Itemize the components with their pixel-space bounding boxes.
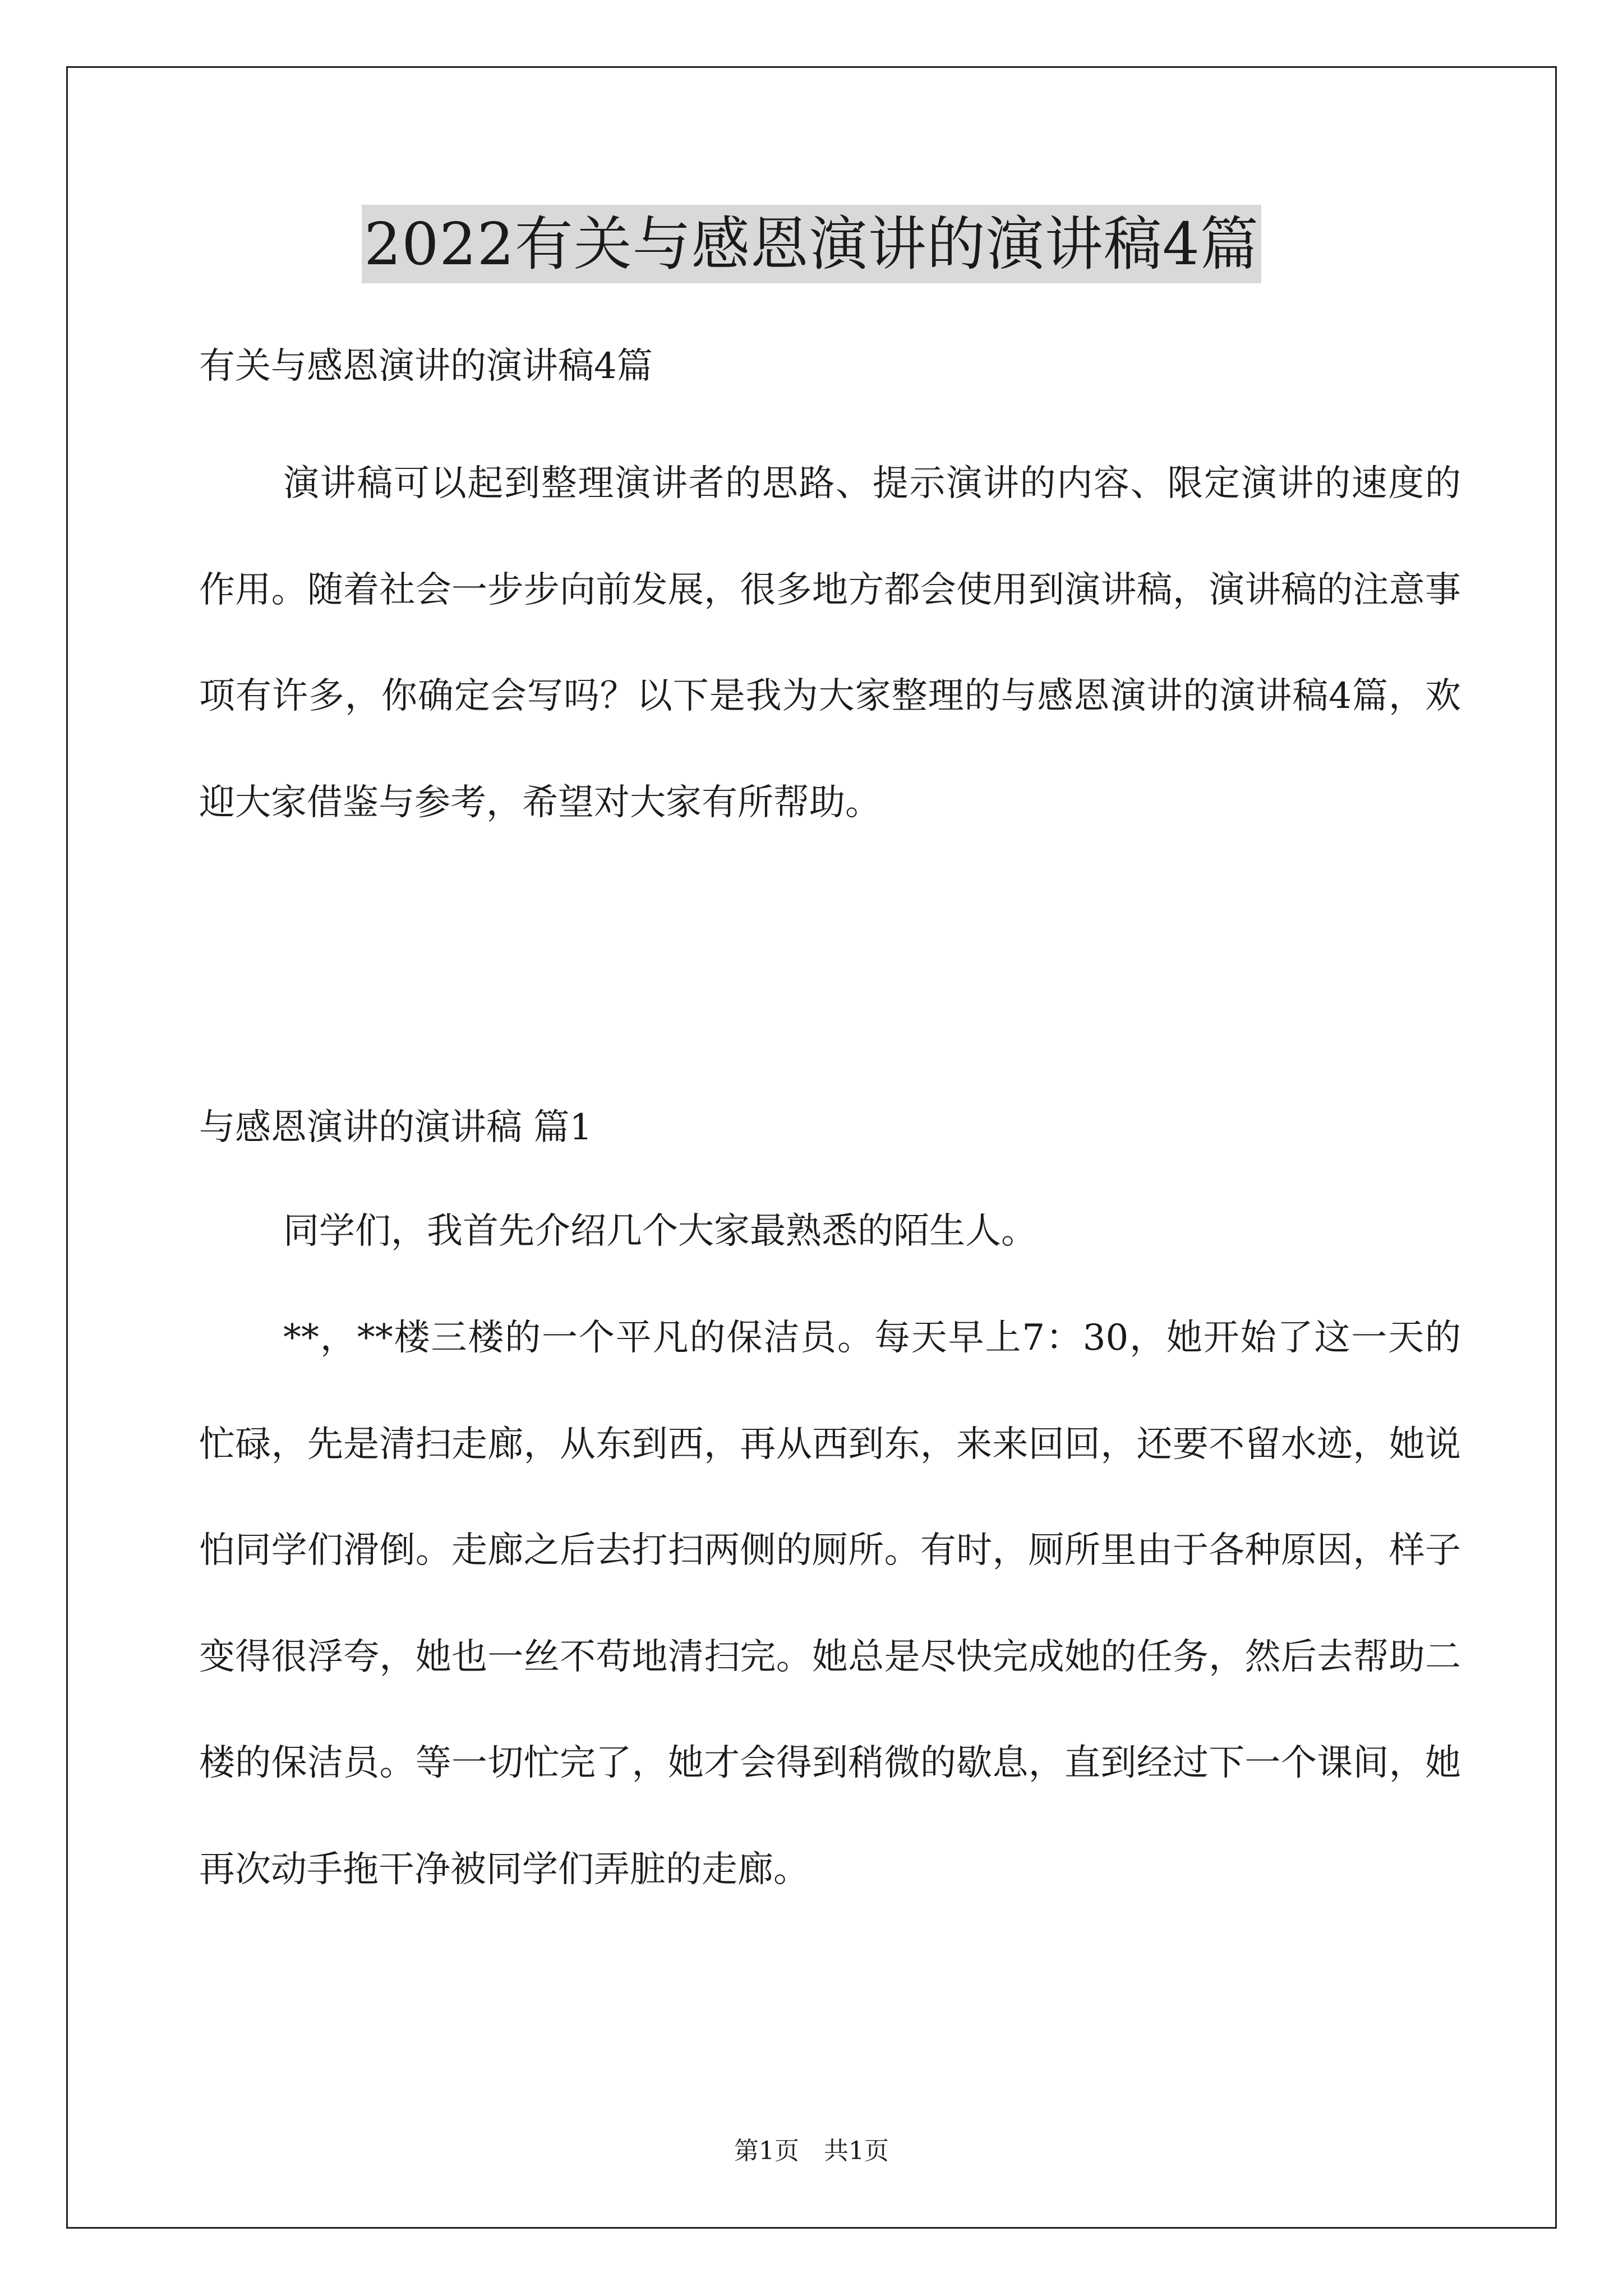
document-subtitle: 有关与感恩演讲的演讲稿4篇 <box>199 346 653 387</box>
section-heading: 与感恩演讲的演讲稿 篇1 <box>199 1107 593 1148</box>
intro-paragraph: 演讲稿可以起到整理演讲者的思路、提示演讲的内容、限定演讲的速度的作用。随着社会一步步向前发展，很多地方都会使用到演讲稿，演讲稿的注意事项有许多，你确定会写吗？以下是我为大家整理的与感恩演讲的演讲稿4篇，欢迎大家借鉴与参考，希望对大家有所帮助。 <box>199 463 1461 823</box>
document-title: 2022有关与感恩演讲的演讲稿4篇 <box>362 205 1261 283</box>
page-footer: 第1页 共1页 <box>734 2137 889 2165</box>
body-paragraph-1: 同学们，我首先介绍几个大家最熟悉的陌生人。 <box>283 1211 1037 1252</box>
body-paragraph-2: **，**楼三楼的一个平凡的保洁员。每天早上7：30，她开始了这一天的忙碌，先是清扫走廊，从东到西，再从西到东，来来回回，还要不留水迹，她说怕同学们滑倒。走廊之后去打扫两侧的厕所。有时，厕所里由于各种原因，样子变得很浮夸，她也一丝不苟地清扫完。她总是尽快完成她的任务，然后去帮助二楼的保洁员。等一切忙完了，她才会得到稍微的歇息，直到经过下一个课间，她再次动手拖干净被同学们弄脏的走廊。 <box>199 1317 1461 1890</box>
title-container <box>0 205 1623 283</box>
